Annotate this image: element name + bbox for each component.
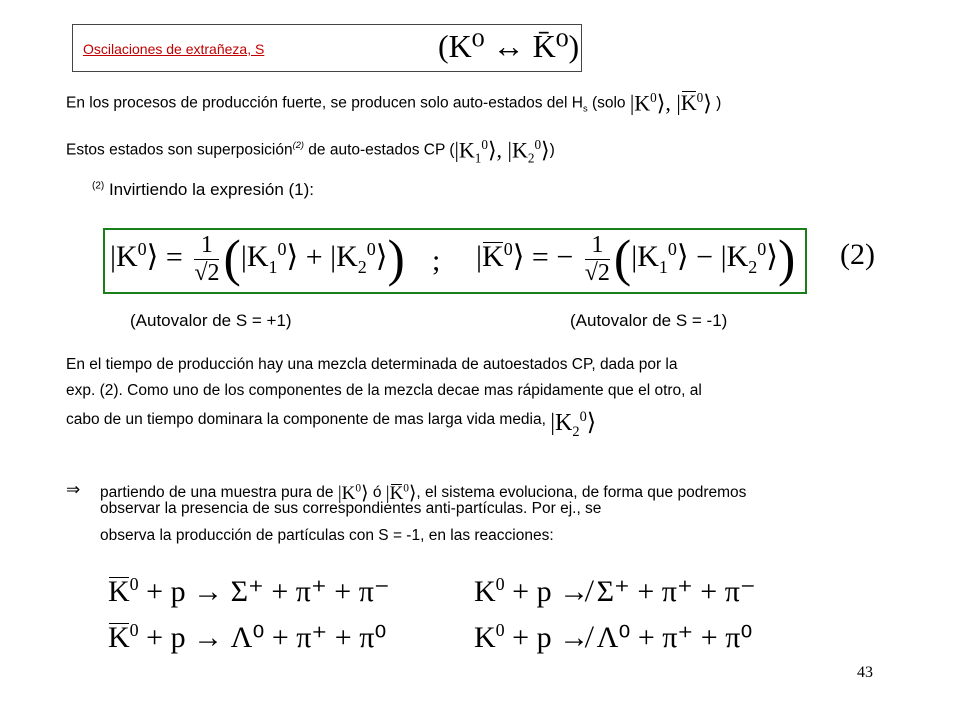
p2-text-after: de auto-estados CP ( [303,141,455,159]
p4-ket-k0: $|K^0⟩$ [337,482,369,504]
p4-part1: partiendo de una muestra pura de [100,484,334,501]
r1l-rest: + p → Σ⁺ + π⁺ + π⁻ [146,575,390,608]
eq-left-k2: $|K_2^0⟩$ [330,239,388,278]
eq-right-k2: $|K_2^0⟩$ [720,239,778,278]
equation-left: $|K^0⟩$ = $\frac{1}{√2}$ ($|K_1^0⟩$ + $|K_2^0⟩$) [110,230,405,288]
p1-kets: $|K^0⟩$, $|K^0⟩$ [629,90,712,116]
eq-right-den: √2 [584,260,610,286]
title-box [72,24,582,72]
p3-ket-k2: $|K_2^0⟩$ [550,409,597,440]
p1-text-before: En los procesos de producción fuerte, se producen solo auto-estados del H [66,94,583,112]
note-line [92,180,314,200]
eigenvalue-left: (Autovalor de S = +1) [130,311,292,330]
eq-left-fraction [194,232,219,287]
p1-closing: ) [716,94,722,112]
eigenvalue-right: (Autovalor de S = -1) [570,311,728,330]
title-formula [438,27,579,65]
reaction-2-left: $K^0 + p \to \Lambda^0 + \pi^+ + \pi^0$ [108,620,387,654]
eq-right-open-paren: ( [613,230,632,288]
paragraph-1 [66,90,721,116]
reaction-2-right: $K^0 + p$ ↛ Λ⁰ + π⁺ + π⁰ [474,620,753,654]
p2-text-before: Estos estados son superposición [66,141,293,159]
p2-closing: ) [549,141,555,159]
reaction-1-left: $K^0 + p \to \Sigma^+ + \pi^+ + \pi^-$ [108,574,390,608]
equation-separator: ; [432,244,441,277]
p3-line2: exp. (2). Como uno de los componentes de la mezcla decae mas rápidamente que el otro, al [66,382,702,399]
eq-left-num: 1 [194,232,219,260]
p2-kets: $|K_1^0⟩$, $|K_2^0⟩$ [454,137,550,166]
p1-text-after: (solo [587,94,630,112]
r2r-rest: + p ↛ Λ⁰ + π⁺ + π⁰ [512,621,753,654]
p4-ket-k0bar: $|K^0⟩$ [385,482,417,504]
p3-line1: En el tiempo de producción hay una mezcla determinada de autoestados CP, dada por la [66,356,678,373]
eq-right-k1: $|K_1^0⟩$ [631,239,689,278]
title-formula-text: (K⁰ ↔ K̄⁰) [438,28,580,64]
p4-part2: , el sistema evoluciona, de forma que podremos [416,484,747,501]
p1-subscript: s [582,103,588,114]
r2l-kaon: K [108,621,130,654]
p4-line3: observa la producción de partículas con S = -1, en las reacciones: [100,527,554,544]
p4-connector: ó [372,484,382,501]
paragraph-2 [66,137,555,167]
eq-left-den: √2 [194,260,220,286]
eq-left-close-paren: ) [387,230,405,288]
p3-line3: cabo de un tiempo dominara la componente de mas larga vida media, [66,411,546,428]
equation-right: $|K^0⟩$ = − $\frac{1}{√2}$ ($|K_1^0⟩$ − $|K_2^0⟩$) [476,230,796,288]
eq-left-k1: $|K_1^0⟩$ [240,239,299,278]
slide-title[interactable]: Oscilaciones de extrañeza, S [83,41,265,57]
implies-arrow: ⇒ [66,480,81,499]
eq-right-close-paren: ) [777,230,796,288]
reaction-1-right: $K^0 + p$ ↛ Σ⁺ + π⁺ + π⁻ [474,574,756,608]
eq-right-lhs: $|K^0⟩$ [476,239,525,274]
r1r-kaon: K [474,575,496,608]
r2r-kaon: K [474,621,496,654]
page-number: 43 [857,664,873,681]
eq-right-fraction [585,232,610,287]
r1r-rest: + p ↛ Σ⁺ + π⁺ + π⁻ [512,575,756,608]
note-superscript: (2) [92,180,105,192]
p2-superscript: (2) [292,140,304,151]
p4-line2: observar la presencia de sus correspondientes anti-partículas. Por ej., se [100,500,602,517]
r1l-kaon: K [108,575,130,608]
eq-left-open-paren: ( [223,230,241,288]
eq-left-lhs: $|K^0⟩$ [110,239,159,274]
p3-line3-wrap [66,408,596,441]
note-text: Invirtiendo la expresión (1): [104,180,315,199]
eq-right-num: 1 [585,232,610,260]
equation-label: (2) [840,238,875,271]
r2l-rest: + p → Λ⁰ + π⁺ + π⁰ [146,621,387,654]
